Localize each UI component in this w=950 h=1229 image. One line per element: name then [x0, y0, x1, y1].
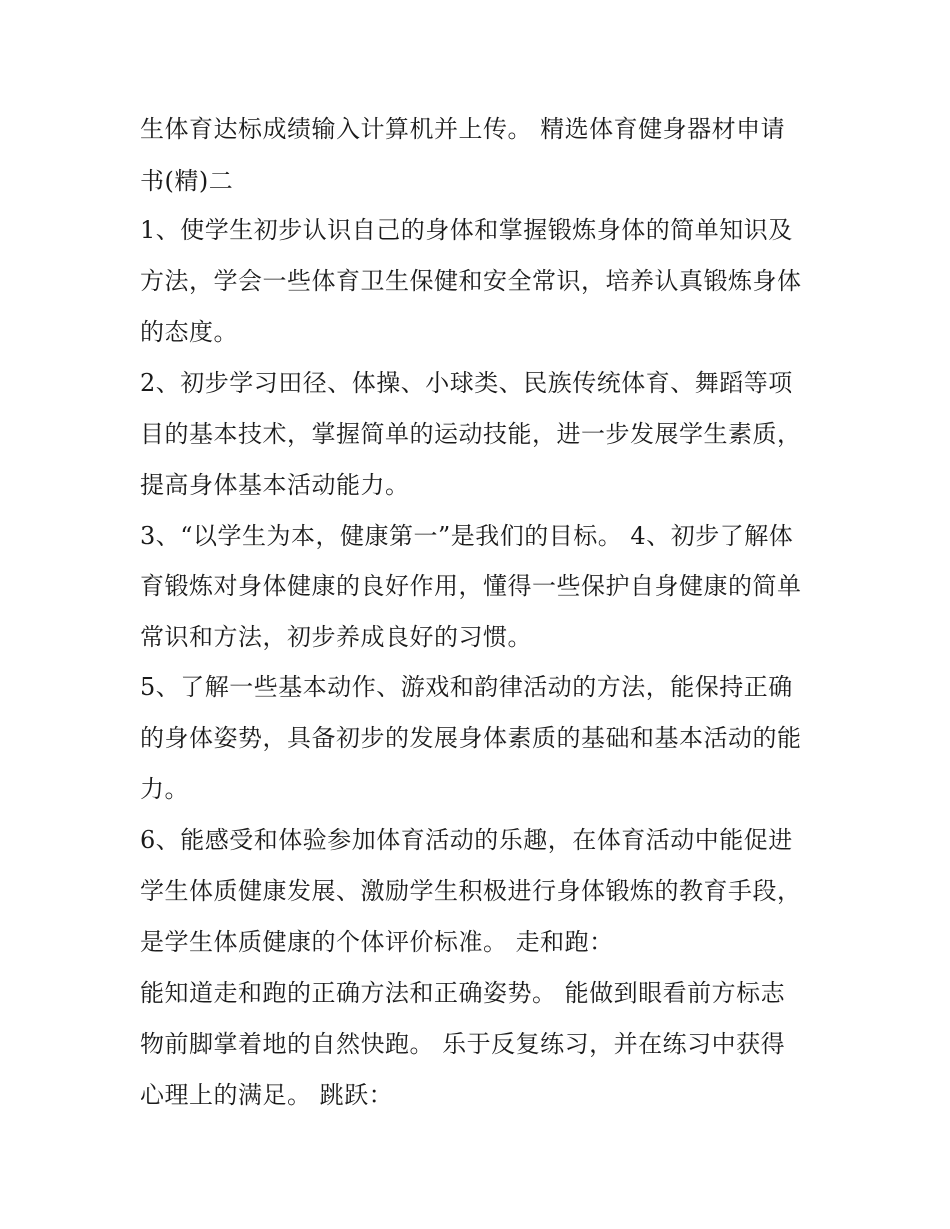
text-line: 力。: [140, 775, 189, 803]
text-line: 2、初步学习田径、体操、小球类、民族传统体育、舞蹈等项: [140, 369, 793, 397]
text-line: 心理上的满足。 跳跃：: [140, 1081, 394, 1109]
text-line: 的态度。: [140, 318, 238, 346]
text-line: 方法，学会一些体育卫生保健和安全常识，培养认真锻炼身体: [140, 267, 802, 295]
text-line: 能知道走和跑的正确方法和正确姿势。 能做到眼看前方标志: [140, 979, 786, 1007]
text-line: 5、了解一些基本动作、游戏和韵律活动的方法，能保持正确: [140, 673, 793, 701]
text-line: 目的基本技术，掌握简单的运动技能，进一步发展学生素质，: [140, 420, 802, 448]
text-line: 书(精)二: [140, 167, 234, 195]
text-line: 是学生体质健康的个体评价标准。 走和跑：: [140, 928, 614, 956]
text-line: 6、能感受和体验参加体育活动的乐趣，在体育活动中能促进: [140, 826, 793, 854]
text-line: 常识和方法，初步养成良好的习惯。: [140, 623, 532, 651]
text-line: 提高身体基本活动能力。: [140, 471, 410, 499]
text-line: 3、“以学生为本，健康第一”是我们的目标。 4、初步了解体: [140, 522, 794, 550]
text-line: 生体育达标成绩输入计算机并上传。 精选体育健身器材申请: [140, 115, 786, 143]
text-line: 1、使学生初步认识自己的身体和掌握锻炼身体的简单知识及: [140, 216, 793, 244]
text-line: 学生体质健康发展、激励学生积极进行身体锻炼的教育手段，: [140, 877, 802, 905]
text-line: 育锻炼对身体健康的良好作用，懂得一些保护自身健康的简单: [140, 572, 802, 600]
text-line: 的身体姿势，具备初步的发展身体素质的基础和基本活动的能: [140, 724, 802, 752]
text-line: 物前脚掌着地的自然快跑。 乐于反复练习，并在练习中获得: [140, 1030, 786, 1058]
